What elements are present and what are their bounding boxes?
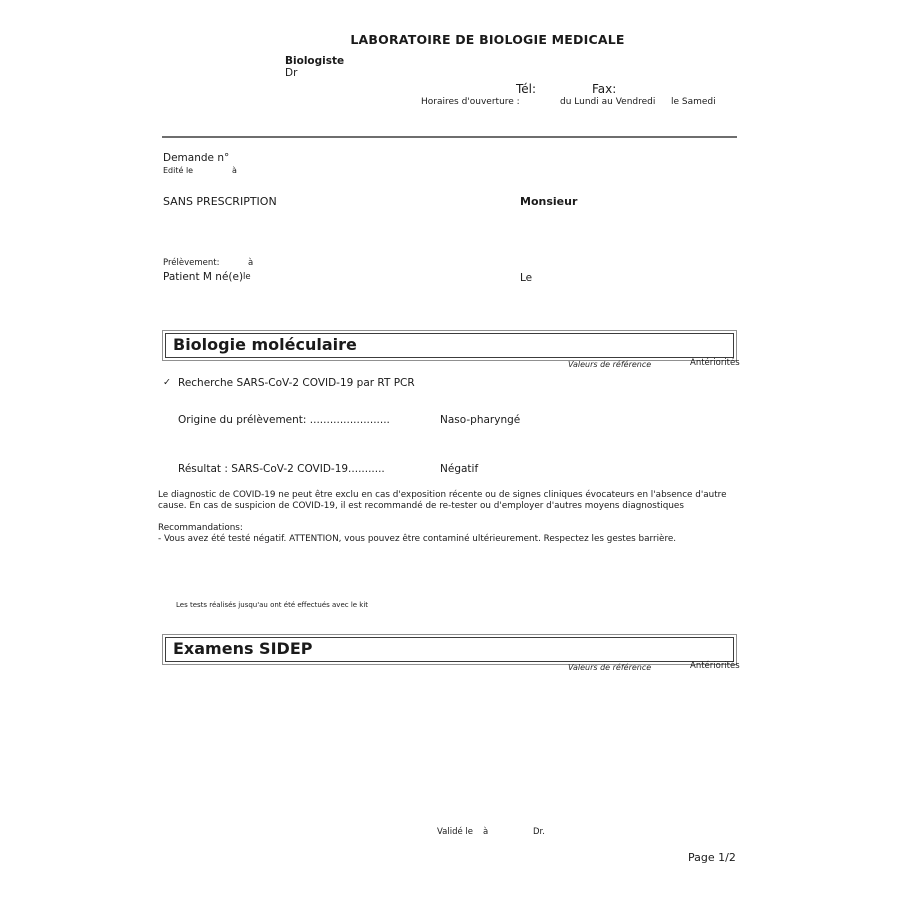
patient-civility: Monsieur — [520, 195, 578, 208]
molecular-reference-values-label: Valeurs de référence — [568, 360, 652, 369]
prescription-status: SANS PRESCRIPTION — [163, 195, 277, 208]
diagnostic-disclaimer: Le diagnostic de COVID-19 ne peut être exclu en cas d'exposition récente ou de signes cliniques évocateurs en l'absence d'autre cause. En cas de suspicion de COVID-19, il est recommandé de re-tester ou d'employer d'autres moyens diagnostiques — [158, 490, 727, 511]
patient-label: Patient M né(e) — [163, 271, 244, 283]
request-number-label: Demande n° — [163, 152, 230, 164]
opening-hours-label: Horaires d'ouverture : — [421, 97, 520, 107]
sidep-section-title: Examens SIDEP — [165, 637, 734, 662]
issued-date-label: Edité le — [163, 166, 194, 175]
result-value: Négatif — [440, 463, 479, 475]
biologist-label: Biologiste — [285, 55, 345, 67]
kit-note: Les tests réalisés jusqu'au ont été effectués avec le kit — [176, 601, 369, 609]
page-title: LABORATOIRE DE BIOLOGIE MEDICALE — [350, 32, 625, 47]
biologist-name: Dr — [285, 67, 298, 79]
molecular-history-label: Antériorités — [690, 358, 740, 368]
recommendations-text: - Vous avez été testé négatif. ATTENTION, vous pouvez être contaminé ultérieurement. Respectez les gestes barrière. — [158, 534, 677, 544]
result-label: Résultat : SARS-CoV-2 COVID-19........... — [178, 463, 385, 475]
header-date-label: Le — [520, 272, 533, 284]
sampling-label: Prélèvement: — [163, 258, 220, 268]
validated-by-label: Dr. — [533, 827, 545, 837]
fax-label: Fax: — [592, 82, 617, 96]
issued-at-label: à — [232, 166, 237, 175]
opening-hours-saturday: le Samedi — [671, 97, 716, 107]
opening-hours-weekdays: du Lundi au Vendredi — [560, 97, 656, 107]
test-name: Recherche SARS-CoV-2 COVID-19 par RT PCR — [178, 377, 415, 389]
molecular-section-title: Biologie moléculaire — [165, 333, 734, 358]
origin-value: Naso-pharyngé — [440, 414, 521, 426]
header-divider — [162, 136, 737, 138]
sampling-at-label: à — [248, 258, 254, 268]
sidep-reference-values-label: Valeurs de référence — [568, 663, 652, 672]
checkmark-icon: ✓ — [163, 377, 171, 388]
sidep-history-label: Antériorités — [690, 661, 740, 671]
recommendations-label: Recommandations: — [158, 523, 243, 533]
validated-at-label: à — [483, 827, 489, 837]
patient-born-label: le — [243, 272, 251, 282]
validated-date-label: Validé le — [437, 827, 474, 837]
sidep-section-box — [162, 634, 737, 665]
molecular-section-box — [162, 330, 737, 361]
page-number: Page 1/2 — [688, 851, 736, 864]
tel-label: Tél: — [516, 82, 537, 96]
origin-label: Origine du prélèvement: ........................ — [178, 414, 390, 426]
